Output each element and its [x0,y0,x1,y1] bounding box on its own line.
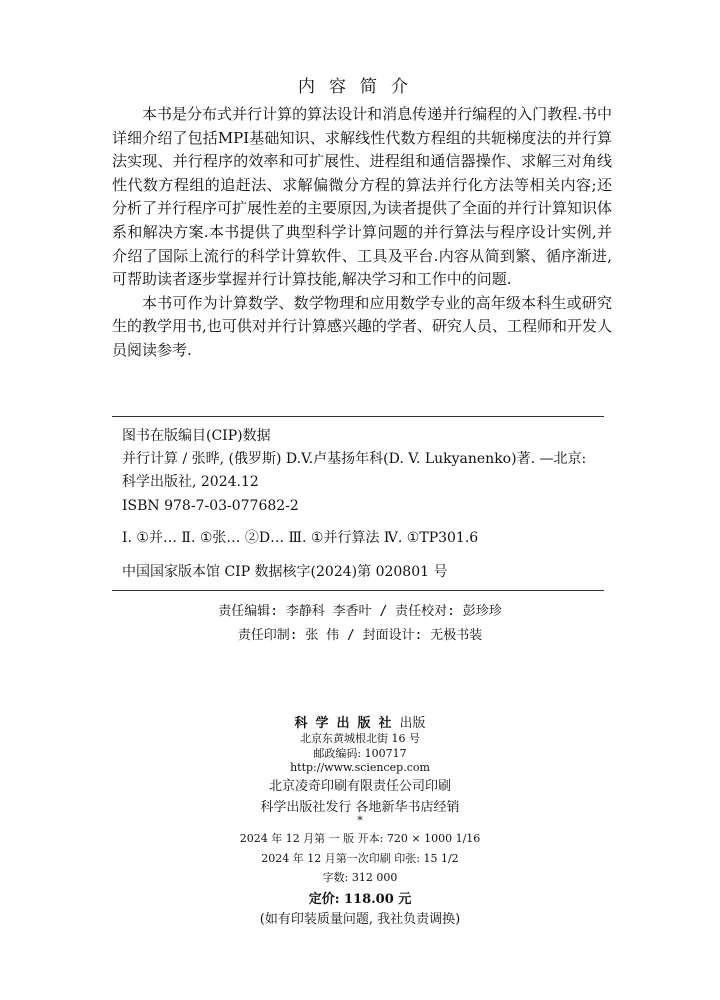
printer-line: 北京凌奇印刷有限责任公司印刷 [268,779,451,794]
cip-isbn: ISBN 978-7-03-077682-2 [122,498,299,514]
separator-star: * [357,814,363,827]
cip-heading: 图书在版编目(CIP)数据 [122,428,271,444]
printing-line: 2024 年 12 月第一次印刷 印张: 15 1/2 [261,852,459,865]
intro-section [112,103,612,363]
publisher-name: 科学出版社 [294,716,400,731]
publisher-line [0,712,720,731]
cip-line-1: 并行计算 / 张晔, (俄罗斯) D.V.卢基扬年科(D. V. Lukyanenko)著. —北京: [122,451,587,467]
distribution-line: 科学出版社发行 各地新华书店经销 [260,800,460,815]
intro-paragraph-2: 本书可作为计算数学、数学物理和应用数学专业的高年级本科生或研究生的教学用书,也可供对并行计算感兴趣的学者、研究人员、工程师和开发人员阅读参考. [112,293,612,359]
notice-line: (如有印装质量问题, 我社负责调换) [259,912,461,927]
cip-classification: Ⅰ. ①并… Ⅱ. ①张… ②D… Ⅲ. ①并行算法 Ⅳ. ①TP301.6 [122,530,479,546]
roles-divider [112,590,604,591]
publisher-url: http://www.sciencep.com [290,761,430,774]
page-title: 内容简介 [298,77,422,97]
cip-divider [112,416,604,417]
edition-line: 2024 年 12 月第 一 版 开本: 720 × 1000 1/16 [239,832,481,845]
roles-line-1: 责任编辑: 李静科 李香叶 / 责任校对: 彭珍珍 [218,604,502,619]
publisher-suffix: 出版 [399,716,426,731]
publisher-postcode: 邮政编码: 100717 [313,747,407,760]
publisher-address: 北京东黄城根北街 16 号 [300,732,420,745]
wordcount-line: 字数: 312 000 [322,871,398,884]
price-line: 定价: 118.00 元 [308,892,412,907]
cip-approval: 中国国家版本馆 CIP 数据核字(2024)第 020801 号 [122,564,448,580]
roles-line-2: 责任印制: 张 伟 / 封面设计: 无极书装 [237,628,483,643]
intro-paragraph-1: 本书是分布式并行计算的算法设计和消息传递并行编程的入门教程.书中详细介绍了包括MPI基础知识、求解线性代数方程组的共轭梯度法的并行算法实现、并行程序的效率和可扩展性、进程组和通信器操作、求解三对角线性代数方程组的追赶法、求解偏微分方程的算法并行化方法等相关内容;还分析了并行程序可扩展性差的主要原因,为读者提供了全面的并行计算知识体系和解决方案.本书提供了典型科学计算问题的并行算法与程序设计实例,并介绍了国际上流行的科学计算软件、工具及平台.内容从简到繁、循序渐进,可帮助读者逐步掌握并行计算技能,解决学习和工作中的问题. [112,105,612,289]
cip-line-2: 科学出版社, 2024.12 [122,474,259,490]
